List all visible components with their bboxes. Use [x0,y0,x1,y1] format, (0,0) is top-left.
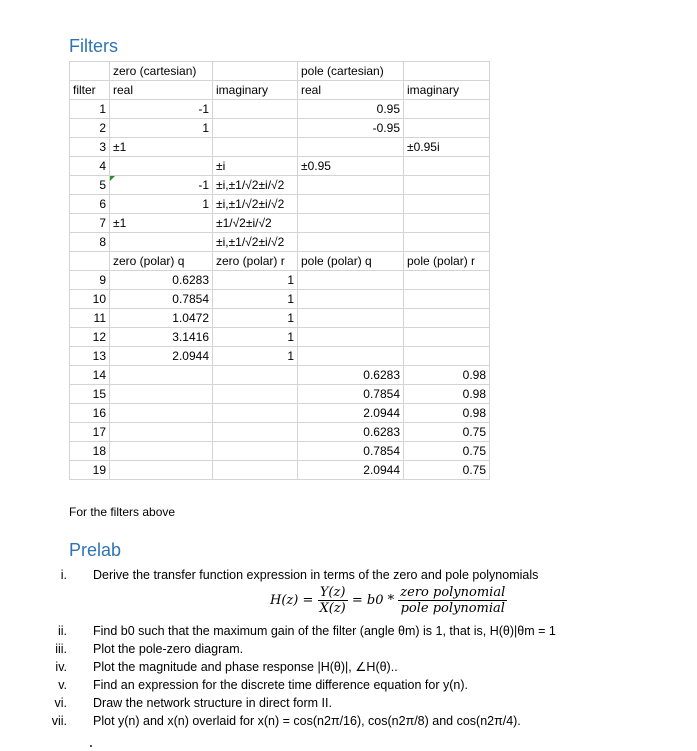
table-row [70,461,490,480]
table-row [70,214,490,233]
table-cell: 19 [70,461,110,480]
table-cell: 3 [70,138,110,157]
table-cell: pole (polar) q [298,252,404,271]
table-cell: 15 [70,385,110,404]
table-cell [110,233,213,252]
table-cell: 8 [70,233,110,252]
table-cell: 1 [70,100,110,119]
transfer-function-equation [270,585,507,621]
table-cell: 2.0944 [298,461,404,480]
equation-numerator: Y(z) [318,585,348,601]
table-row [70,366,490,385]
table-row [70,100,490,119]
table-cell [213,442,298,461]
table-cell: 5 [70,176,110,195]
table-cell [404,119,490,138]
table-row [70,385,490,404]
table-header-row [70,81,490,100]
table-cell [404,328,490,347]
table-cell [404,100,490,119]
table-cell [110,442,213,461]
table-cell: ±1/√2±i/√2 [213,214,298,233]
table-cell: 0.6283 [110,271,213,290]
table-cell: imaginary [404,81,490,100]
table-row [70,119,490,138]
table-cell [110,404,213,423]
table-cell: 13 [70,347,110,366]
table-cell: 2 [70,119,110,138]
table-cell: 16 [70,404,110,423]
equation-lhs: H(z) = [270,593,314,608]
prelab-item [0,640,697,658]
table-cell [70,62,110,81]
table-cell: ±i,±1/√2±i/√2 [213,233,298,252]
table-cell [298,195,404,214]
table-cell: 1 [110,119,213,138]
table-cell [213,404,298,423]
table-cell: filter [70,81,110,100]
table-cell [298,138,404,157]
table-cell: 18 [70,442,110,461]
table-row [70,157,490,176]
table-cell [110,423,213,442]
table-cell: -0.95 [298,119,404,138]
prelab-item-number: v. [58,678,67,692]
table-cell: zero (polar) r [213,252,298,271]
table-header-row [70,62,490,81]
table-row [70,290,490,309]
table-cell [213,423,298,442]
table-cell: 0.98 [404,385,490,404]
table-cell: 3.1416 [110,328,213,347]
table-cell: 0.6283 [298,423,404,442]
table-cell: 4 [70,157,110,176]
equation-middle: = b0 * [351,593,395,608]
prelab-item [0,694,697,712]
table-cell: 0.6283 [298,366,404,385]
table-cell [404,347,490,366]
table-row [70,423,490,442]
table-cell: 1 [110,195,213,214]
table-cell: 0.95 [298,100,404,119]
table-cell [213,100,298,119]
table-row [70,442,490,461]
table-cell [110,461,213,480]
table-cell [404,271,490,290]
table-cell [298,347,404,366]
prelab-item-number: ii. [57,624,67,638]
table-cell: ±1 [110,138,213,157]
table-row [70,404,490,423]
prelab-item [0,658,697,676]
table-header-row [70,252,490,271]
table-cell: 0.7854 [298,385,404,404]
table-cell: 1.0472 [110,309,213,328]
table-cell: -1 [110,176,213,195]
table-cell: zero (cartesian) [110,62,213,81]
table-cell [404,309,490,328]
table-cell: 0.98 [404,404,490,423]
table-cell [298,328,404,347]
table-cell [404,62,490,81]
table-cell: 0.98 [404,366,490,385]
equation-pole-polynomial: pole polynomial [400,601,505,616]
equation-fraction-polynomials [398,585,507,616]
filters-heading: Filters [69,36,118,56]
table-cell: zero (polar) q [110,252,213,271]
prelab-item-text: Find b0 such that the maximum gain of the filter (angle θm) is 1, that is, H(θ)|θm = 1 [93,624,556,638]
table-cell: 12 [70,328,110,347]
table-cell: ±0.95 [298,157,404,176]
filters-table [69,61,490,480]
prelab-heading: Prelab [69,540,122,560]
table-row [70,328,490,347]
table-cell [213,62,298,81]
table-row [70,195,490,214]
prelab-item-text: Find an expression for the discrete time difference equation for y(n). [93,678,468,692]
table-cell: 17 [70,423,110,442]
table-cell: 2.0944 [298,404,404,423]
table-cell: 14 [70,366,110,385]
table-cell: ±1 [110,214,213,233]
table-row [70,176,490,195]
prelab-item [0,676,697,694]
table-cell [404,176,490,195]
table-cell [404,195,490,214]
prelab-item-number: iii. [55,642,67,656]
prelab-item [0,712,697,730]
table-cell [404,157,490,176]
table-cell [298,176,404,195]
table-cell: 6 [70,195,110,214]
table-cell [404,214,490,233]
table-cell [298,271,404,290]
prelab-item-text: Plot the pole-zero diagram. [93,642,244,656]
table-cell [110,157,213,176]
table-cell: 0.7854 [298,442,404,461]
table-cell: -1 [110,100,213,119]
table-cell: ±i [213,157,298,176]
table-cell: 9 [70,271,110,290]
equation-fraction-yx [318,585,348,616]
table-cell [213,461,298,480]
prelab-item-number: i. [60,568,67,582]
table-row [70,233,490,252]
table-cell: 2.0944 [110,347,213,366]
table-cell: 10 [70,290,110,309]
prelab-item [0,622,697,640]
table-row [70,309,490,328]
prelab-item-number: vi. [54,696,67,710]
prelab-item-text: Plot the magnitude and phase response |H(θ)|, ∠H(θ).. [93,660,398,674]
table-cell [298,214,404,233]
table-cell [298,309,404,328]
table-cell: 0.75 [404,423,490,442]
table-cell: 0.75 [404,461,490,480]
prelab-item [0,566,697,584]
page-mark [90,745,92,747]
table-note: For the filters above [69,505,176,519]
table-cell: real [110,81,213,100]
table-cell [213,385,298,404]
table-cell: 7 [70,214,110,233]
equation-denominator: X(z) [319,601,346,616]
table-cell [213,366,298,385]
prelab-item-text: Plot y(n) and x(n) overlaid for x(n) = cos(n2π/16), cos(n2π/8) and cos(n2π/4). [93,714,521,728]
prelab-item-text: Derive the transfer function expression in terms of the zero and pole polynomials [93,568,539,582]
table-cell: real [298,81,404,100]
table-cell: pole (polar) r [404,252,490,271]
prelab-item-number: vii. [51,714,67,728]
table-cell: 11 [70,309,110,328]
table-cell: 0.7854 [110,290,213,309]
table-cell [298,290,404,309]
table-cell [404,233,490,252]
table-cell [110,366,213,385]
table-cell: 1 [213,271,298,290]
table-cell [70,252,110,271]
table-cell: imaginary [213,81,298,100]
table-cell: 1 [213,309,298,328]
prelab-item-text: Draw the network structure in direct form II. [93,696,332,710]
prelab-item-number: iv. [55,660,67,674]
table-cell [213,119,298,138]
table-cell: pole (cartesian) [298,62,404,81]
table-cell [213,138,298,157]
table-cell: ±0.95i [404,138,490,157]
table-cell [298,233,404,252]
table-cell [110,385,213,404]
table-cell: 1 [213,290,298,309]
equation-zero-polynomial: zero polynomial [400,585,506,600]
table-cell: ±i,±1/√2±i/√2 [213,176,298,195]
table-row [70,347,490,366]
table-cell: 0.75 [404,442,490,461]
table-cell: 1 [213,347,298,366]
table-cell: ±i,±1/√2±i/√2 [213,195,298,214]
table-row [70,138,490,157]
table-row [70,271,490,290]
table-cell: 1 [213,328,298,347]
table-cell [404,290,490,309]
